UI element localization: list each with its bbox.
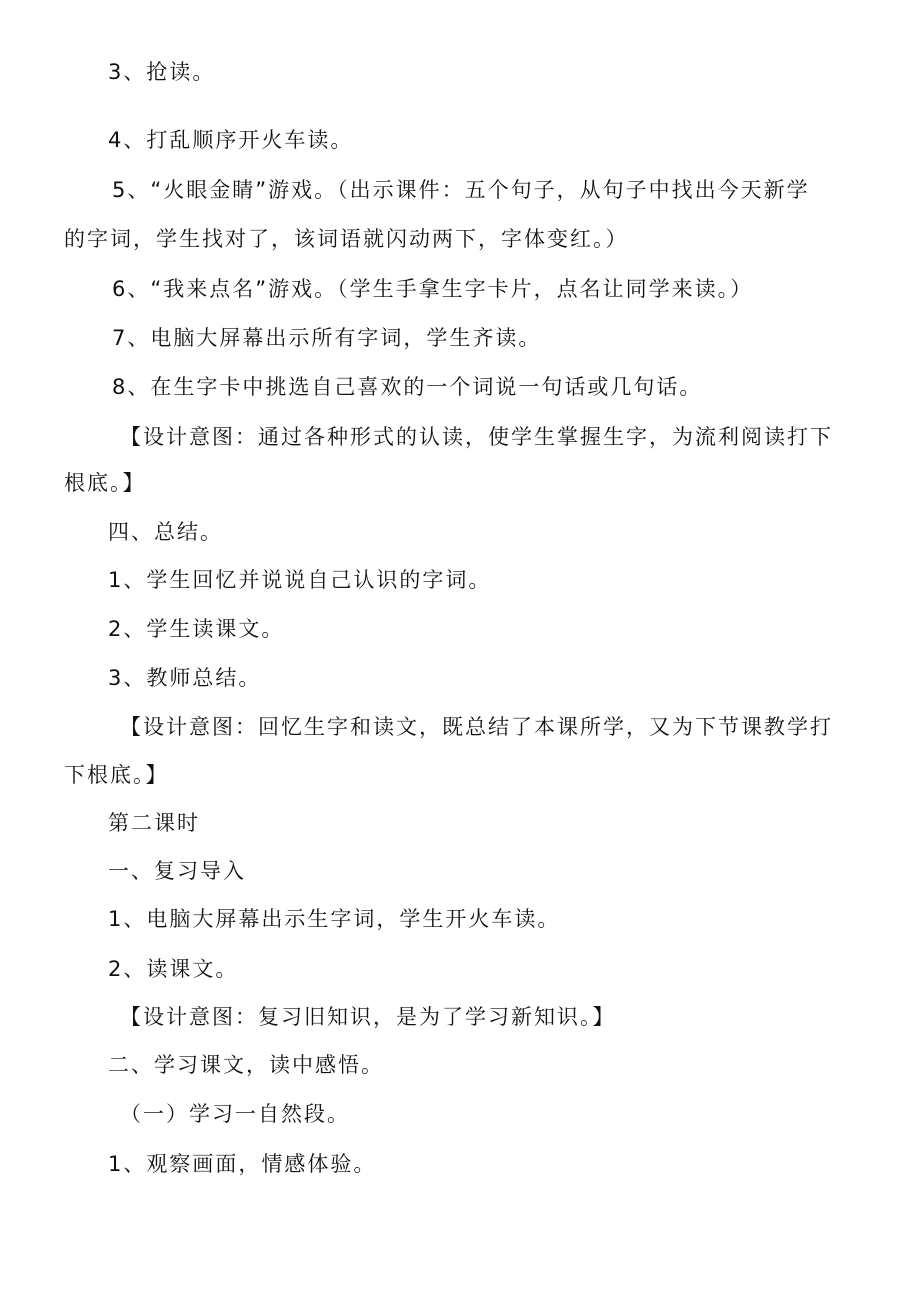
section-heading: 二、学习课文，读中感悟。	[108, 1053, 384, 1077]
text-line: 根底。】	[64, 471, 146, 495]
section-heading: 四、总结。	[108, 520, 223, 544]
text-line: 1、电脑大屏幕出示生字词，学生开火车读。	[108, 907, 561, 931]
text-line: 3、抢读。	[108, 60, 216, 84]
text-line: 1、观察画面，情感体验。	[108, 1152, 377, 1176]
text-line: 【设计意图：回忆生字和读文，既总结了本课所学，又为下节课教学打	[120, 715, 833, 739]
text-line: 下根底。】	[64, 763, 169, 787]
section-heading: 第二课时	[108, 811, 200, 835]
text-line: 3、教师总结。	[108, 666, 262, 690]
text-line: 6、“我来点名”游戏。（学生手拿生字卡片，点名让同学来读。）	[112, 277, 754, 301]
text-line: 2、读课文。	[108, 957, 239, 981]
text-line: 4、打乱顺序开火车读。	[108, 128, 354, 152]
text-line: 【设计意图：通过各种形式的认读，使学生掌握生字，为流利阅读打下	[120, 425, 833, 449]
text-line: 的字词，学生找对了，该词语就闪动两下，字体变红。）	[64, 227, 629, 251]
text-line: 1、学生回忆并说说自己认识的字词。	[108, 568, 492, 592]
subsection-heading: （一）学习一自然段。	[120, 1102, 350, 1126]
text-line: 5、“火眼金睛”游戏。（出示课件：五个句子，从句子中找出今天新学	[112, 178, 810, 202]
text-line: 8、在生字卡中挑选自己喜欢的一个词说一句话或几句话。	[112, 375, 703, 399]
text-line: 【设计意图：复习旧知识，是为了学习新知识。】	[120, 1005, 616, 1029]
text-line: 7、电脑大屏幕出示所有字词，学生齐读。	[112, 326, 542, 350]
section-heading: 一、复习导入	[108, 859, 246, 883]
text-line: 2、学生读课文。	[108, 617, 285, 641]
